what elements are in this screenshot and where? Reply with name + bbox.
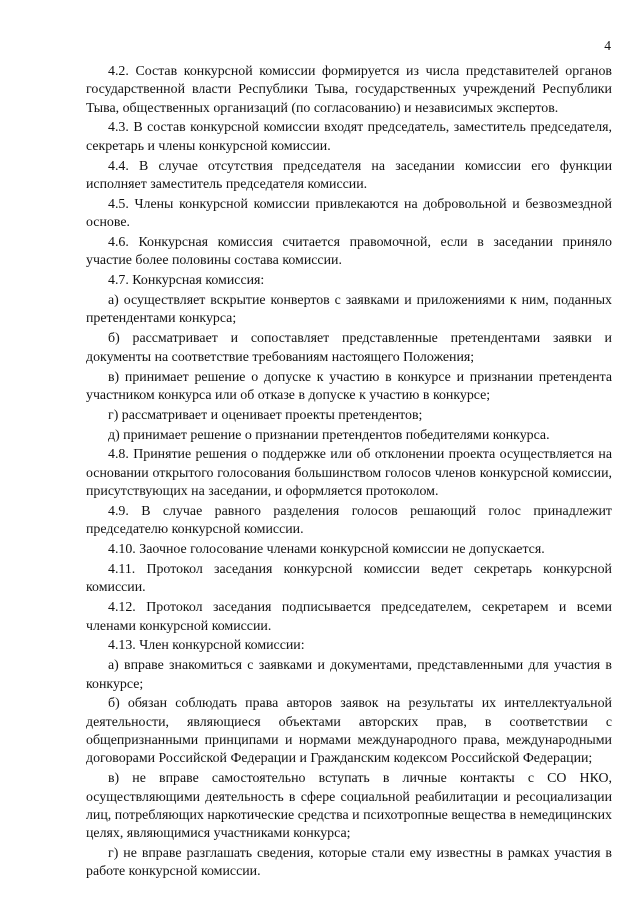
list-item-4-7-a: а) осуществляет вскрытие конвертов с заявками и приложениями к ним, поданных претендентами конкурса; [86,293,612,327]
paragraph-4-13: 4.13. Член конкурсной комиссии: [108,638,305,654]
list-item-4-13-b: б) обязан соблюдать права авторов заявок на результаты их интеллектуальной деятельности, являющиеся объектами авторских прав, в соответствии с общепризнанными принципами и нормами международного права, международными договорами Российской Федерации и Гражданским кодексом Российской Федерации; [86,696,612,767]
paragraph-4-9: 4.9. В случае равного разделения голосов решающий голос принадлежит председателю конкурсной комиссии. [86,503,612,538]
paragraph-4-8: 4.8. Принятие решения о поддержке или об отклонении проекта осуществляется на основании открытого голосования большинством голосов членов конкурсной комиссии, присутствующих на заседании, и оформляется протоколом. [86,447,612,500]
document-body [86,63,612,883]
list-item-4-7-v: в) принимает решение о допуске к участию в конкурсе и признании претендента участником конкурса или об отказе в допуске к участию в конкурсе; [86,369,612,403]
list-item-4-13-g: г) не вправе разглашать сведения, которые стали ему известны в рамках участия в работе конкурсной комиссии. [86,846,612,880]
paragraph-4-7: 4.7. Конкурсная комиссия: [108,273,265,289]
page-number: 4 [604,38,611,53]
paragraph-4-4: 4.4. В случае отсутствия председателя на заседании комиссии его функции исполняет заместитель председателя комиссии. [86,158,612,192]
paragraph-4-11: 4.11. Протокол заседания конкурсной комиссии ведет секретарь конкурсной комиссии. [86,562,612,596]
list-item-4-7-d: д) принимает решение о признании претендентов победителями конкурса. [108,427,550,443]
list-item-4-13-v: в) не вправе самостоятельно вступать в личные контакты с СО НКО, осуществляющими деятельность в сфере социальной реабилитации и ресоциализации лиц, потребляющих наркотические средства и психотропные вещества в немедицинских целях, являющимися участниками конкурса; [86,771,612,842]
list-item-4-7-b: б) рассматривает и сопоставляет представленные претендентами заявки и документы на соответствие требованиям настоящего Положения; [86,331,612,365]
paragraph-4-12: 4.12. Протокол заседания подписывается председателем, секретарем и всеми членами конкурсной комиссии. [86,600,612,634]
list-item-4-13-a: а) вправе знакомиться с заявками и документами, представленными для участия в конкурсе; [86,658,612,692]
paragraph-4-2: 4.2. Состав конкурсной комиссии формируется из числа представителей органов государственной власти Республики Тыва, государственных учреждений Республики Тыва, общественных организаций (по согласованию) и независимых экспертов. [86,64,612,116]
paragraph-4-10: 4.10. Заочное голосование членами конкурсной комиссии не допускается. [108,542,545,558]
paragraph-4-5: 4.5. Члены конкурсной комиссии привлекаются на добровольной и безвозмездной основе. [86,196,612,231]
paragraph-4-3: 4.3. В состав конкурсной комиссии входят председатель, заместитель председателя, секретарь и члены конкурсной комиссии. [86,120,612,154]
list-item-4-7-g: г) рассматривает и оценивает проекты претендентов; [108,407,423,423]
paragraph-4-6: 4.6. Конкурсная комиссия считается правомочной, если в заседании приняло участие более половины состава комиссии. [86,235,612,269]
